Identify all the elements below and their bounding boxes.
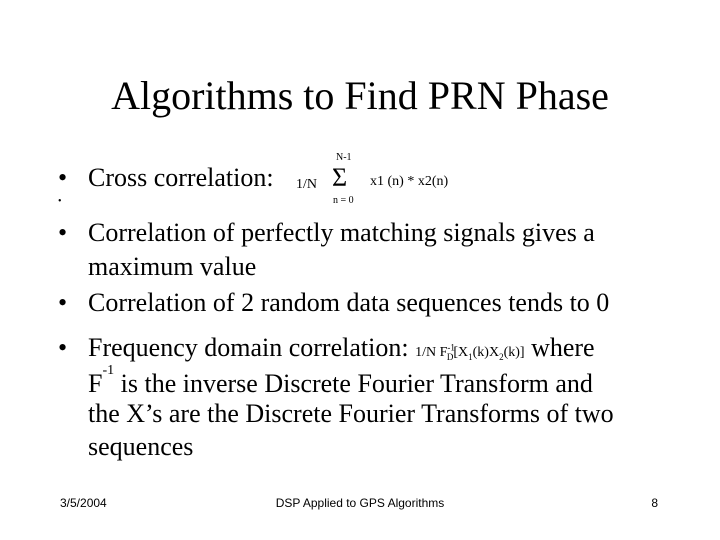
frequency-formula: 1/N $F^{-1}_D[X_1(k)X_2(k)]$ (415, 342, 525, 362)
bullet-4-line-2: $F^{-1}$ is the inverse Discrete Fourier Transform and (88, 363, 593, 398)
cross-correlation-label: Cross correlation: (88, 163, 274, 192)
bullet-marker: • (58, 218, 68, 247)
bullet-2-line-2: maximum value (88, 252, 257, 281)
bullet-4-line-3: the X’s are the Discrete Fourier Transforms of two (88, 399, 614, 428)
cross-term: x1 (n) * x2(n) (370, 174, 449, 189)
sigma-symbol: Σ (332, 163, 348, 192)
bullet-4-line-4: sequences (88, 432, 194, 461)
page-number: 8 (651, 496, 658, 510)
bullet-3-text: Correlation of 2 random data sequences tends to 0 (88, 288, 610, 317)
cross-prefix: 1/N (296, 177, 317, 192)
where-word: where (531, 333, 595, 362)
bullet-4-line-1 (88, 333, 595, 368)
bullet-marker: • (58, 333, 68, 362)
footer-date: 3/5/2004 (60, 496, 107, 510)
footer-title: DSP Applied to GPS Algorithms (275, 496, 445, 510)
slide-title: Algorithms to Find PRN Phase (111, 73, 609, 118)
sum-lower-limit: n = 0 (333, 195, 354, 206)
bullet-2-line-1: Correlation of perfectly matching signals gives a (88, 218, 595, 247)
stray-dot: • (58, 196, 62, 207)
frequency-domain-lead: Frequency domain correlation: (88, 333, 409, 362)
bullet-marker: • (58, 288, 68, 317)
sum-upper-limit: N-1 (336, 152, 352, 163)
bullet-marker: • (58, 163, 68, 192)
